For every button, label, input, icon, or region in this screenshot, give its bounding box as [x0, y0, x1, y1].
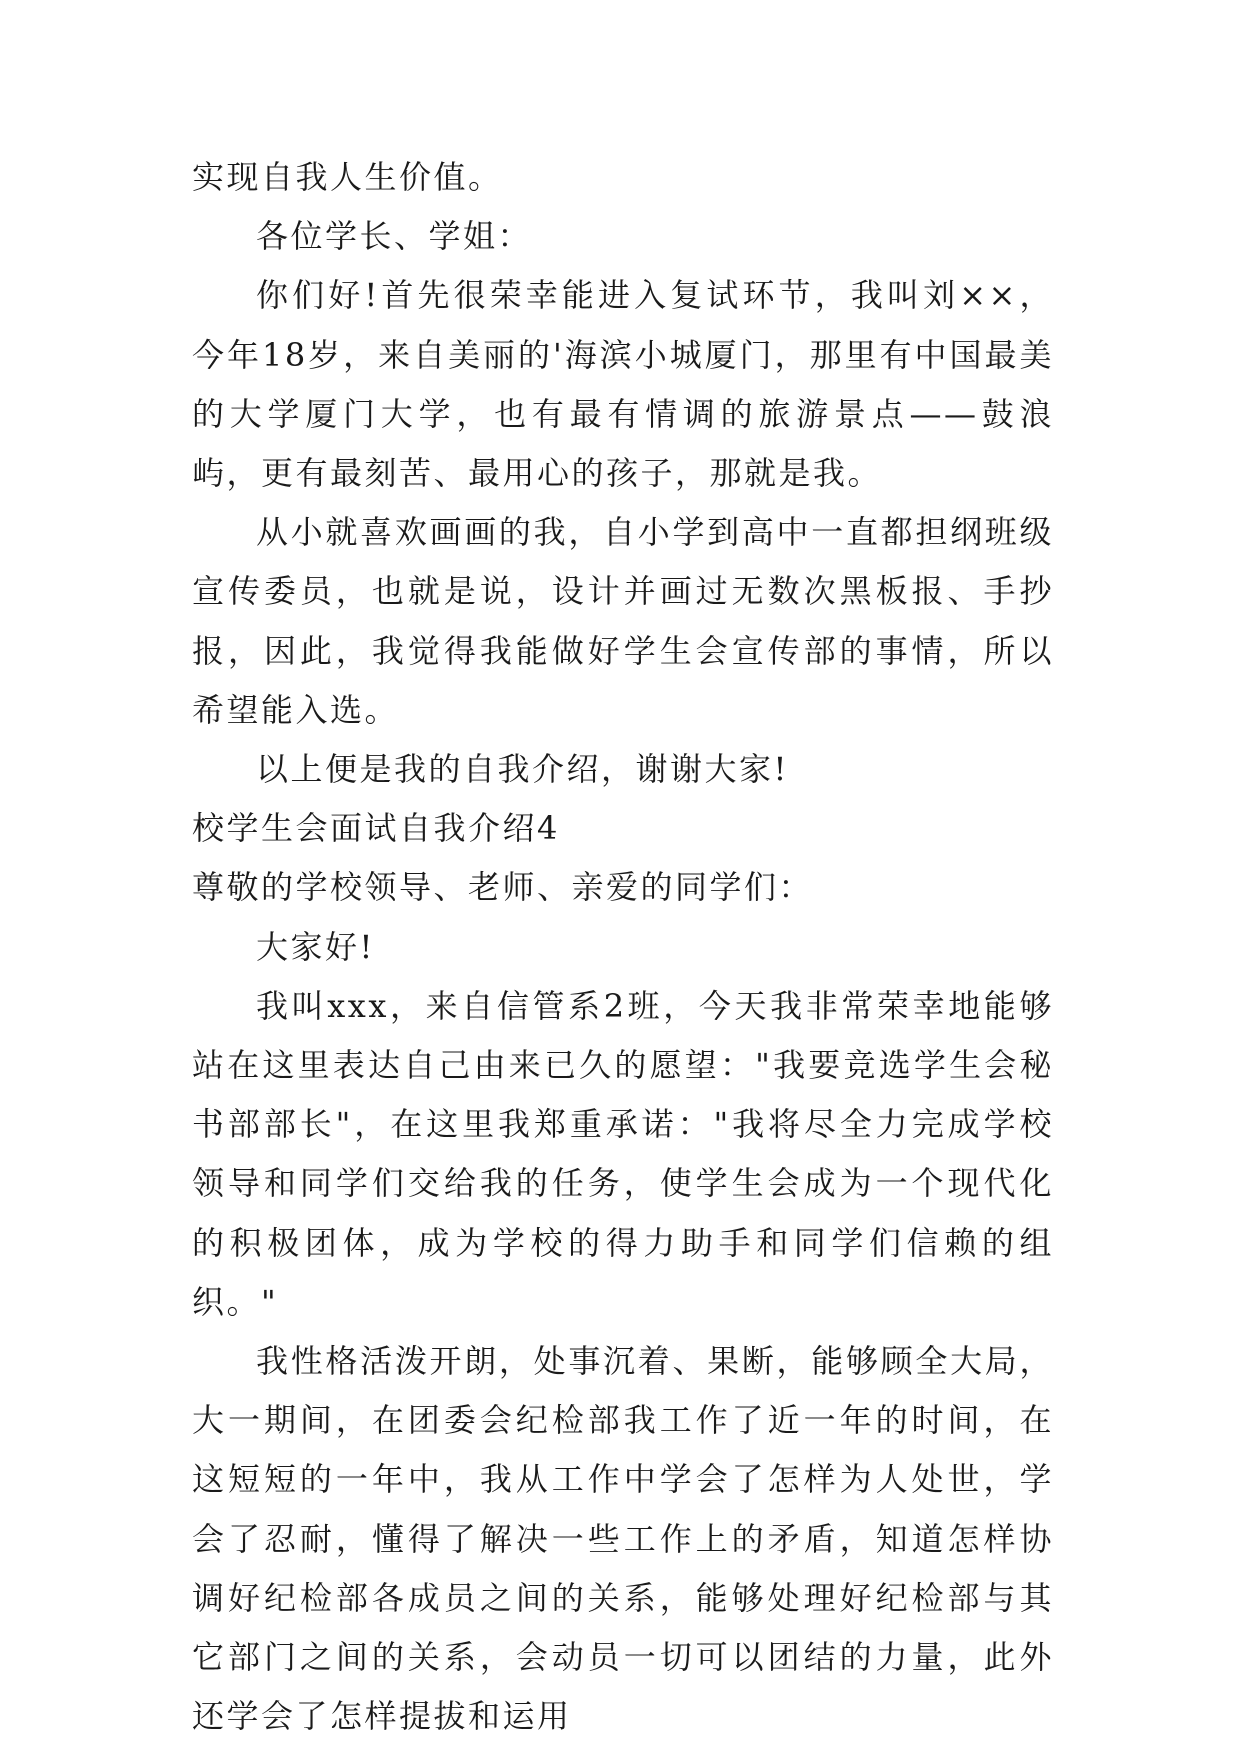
- paragraph-continuation: 实现自我人生价值。: [192, 158, 503, 196]
- paragraph-hello: 大家好!: [256, 927, 375, 966]
- paragraph-personality: 我性格活泼开朗，处事沉着、果断，能够顾全大局，大一期间，在团委会纪检部我工作了近一年的时间，在这短短的一年中，我从工作中学会了怎样为人处世，学会了忍耐，懂得了解决一些工作上的矛盾，知道怎样协调好纪检部各成员之间的关系，能够处理好纪检部与其它部门之间的关系，会动员一切可以团结的力量，此外还学会了怎样提拔和运用: [192, 1342, 1054, 1736]
- paragraph-closing: 以上便是我的自我介绍，谢谢大家!: [256, 750, 789, 789]
- paragraph-salutation: 尊敬的学校领导、老师、亲爱的同学们：: [192, 868, 814, 907]
- paragraph-drawing-experience: 从小就喜欢画画的我，自小学到高中一直都担纲班级宣传委员，也就是说，设计并画过无数次黑板报、手抄报，因此，我觉得我能做好学生会宣传部的事情，所以希望能入选。: [192, 513, 1054, 729]
- paragraph-self-intro: 你们好!首先很荣幸能进入复试环节，我叫刘××，今年18岁，来自美丽的'海滨小城厦门，那里有中国最美的大学厦门大学，也有最有情调的旅游景点——鼓浪屿，更有最刻苦、最用心的孩子，那就是我。: [192, 276, 1054, 493]
- section-heading: 校学生会面试自我介绍4: [192, 809, 560, 848]
- paragraph-candidacy: 我叫xxx，来自信管系2班，今天我非常荣幸地能够站在这里表达自己由来已久的愿望："我要竞选学生会秘书部部长"，在这里我郑重承诺："我将尽全力完成学校领导和同学们交给我的任务，使学生会成为一个现代化的积极团体，成为学校的得力助手和同学们信赖的组织。": [192, 986, 1054, 1321]
- paragraph-greeting-seniors: 各位学长、学姐：: [256, 217, 533, 256]
- document-body: [192, 148, 1054, 1746]
